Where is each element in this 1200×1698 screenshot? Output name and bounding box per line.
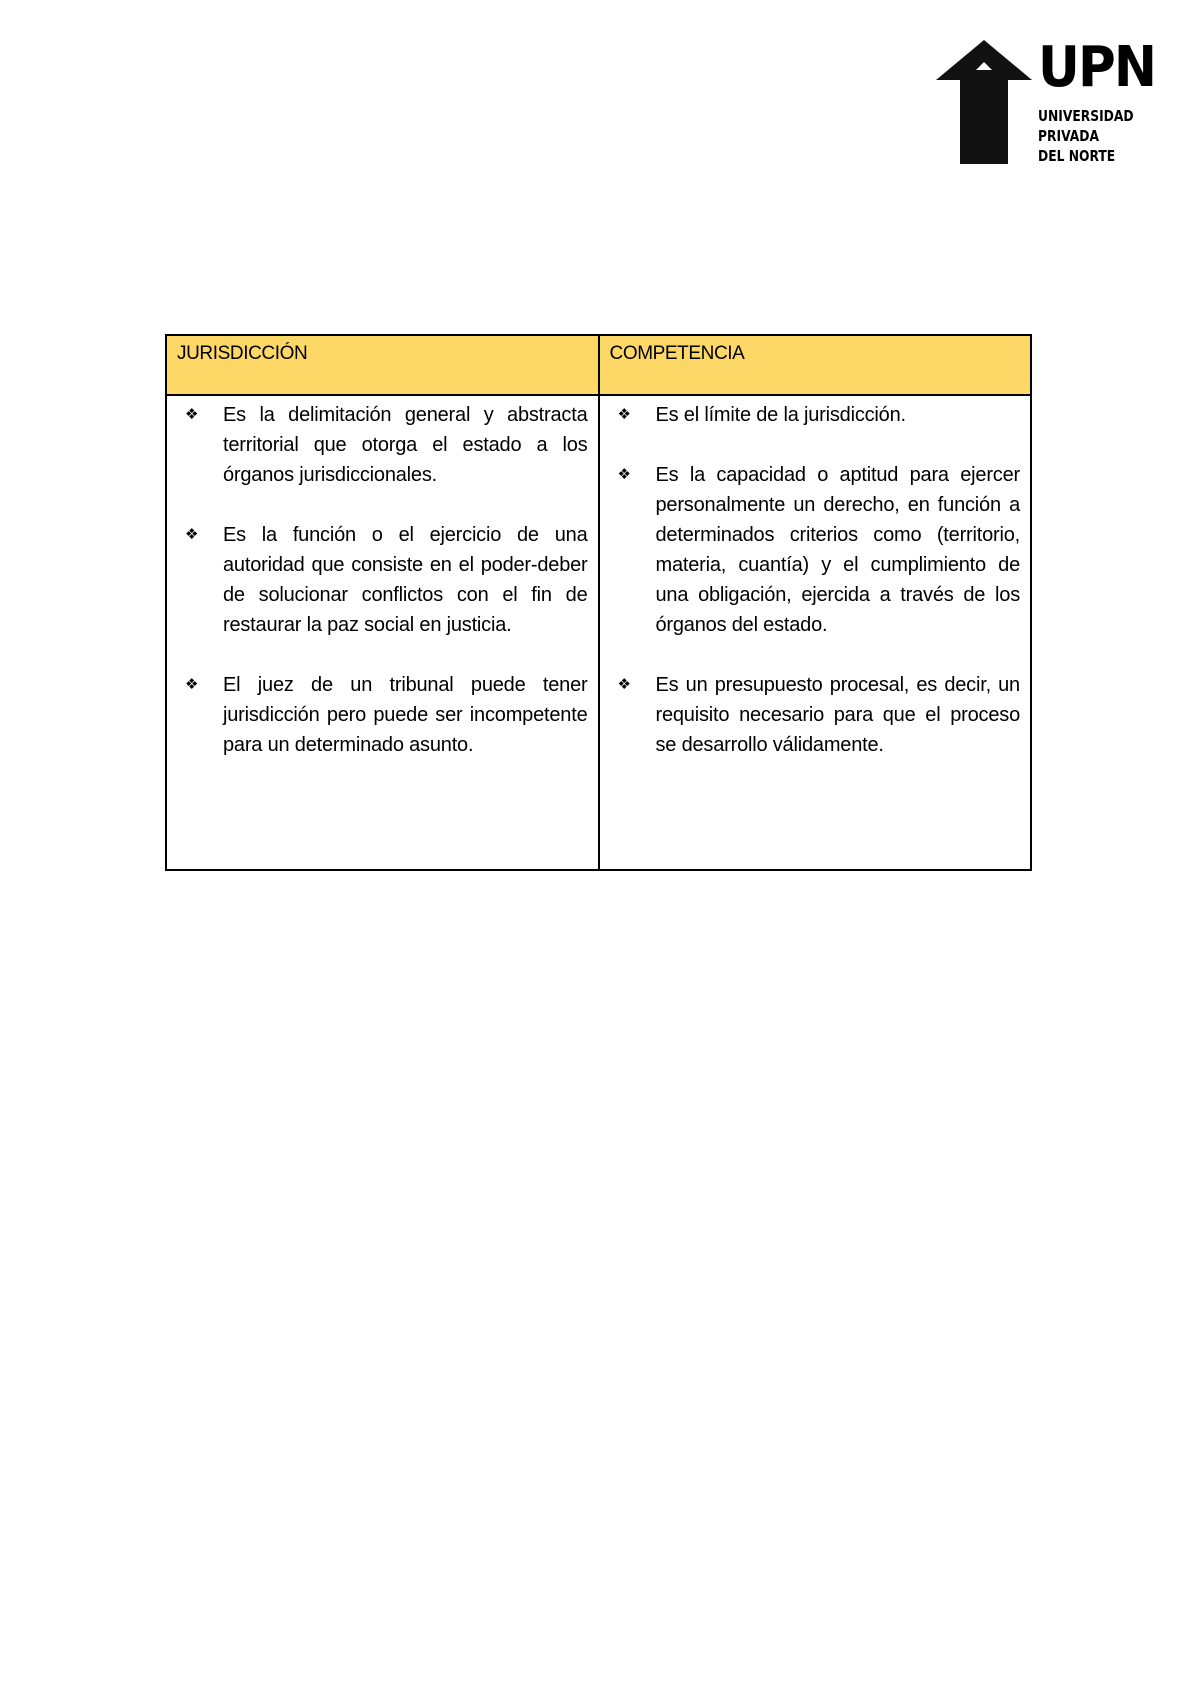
diamond-bullet-icon: ❖: [185, 526, 199, 543]
diamond-bullet-icon: ❖: [617, 676, 631, 693]
header-competencia: COMPETENCIA: [599, 335, 1032, 395]
jurisdiccion-list: [177, 400, 588, 760]
cell-competencia: [599, 395, 1032, 870]
upn-logo-text: [1038, 35, 1156, 166]
table-row: [166, 395, 1031, 870]
diamond-bullet-icon: ❖: [185, 676, 199, 693]
upn-logo: [936, 35, 1156, 165]
diamond-bullet-icon: ❖: [617, 466, 631, 483]
list-item-text: Es el límite de la jurisdicción.: [655, 404, 906, 426]
cell-jurisdiccion: [166, 395, 599, 870]
logo-line-3: DEL NORTE: [1038, 147, 1116, 165]
list-item: [177, 520, 588, 640]
header-jurisdiccion: JURISDICCIÓN: [166, 335, 599, 395]
list-item-text: Es un presupuesto procesal, es decir, un requisito necesario para que el proceso se desarrollo válidamente.: [655, 674, 1020, 756]
list-item: [177, 400, 588, 490]
list-item-text: Es la delimitación general y abstracta territorial que otorga el estado a los órganos jurisdiccionales.: [223, 404, 588, 486]
logo-upn-label: UPN: [1038, 35, 1156, 100]
comparison-table: [165, 334, 1032, 871]
upn-arrow-icon: [936, 40, 1032, 164]
competencia-list: [610, 400, 1021, 760]
list-item-text: Es la función o el ejercicio de una autoridad que consiste en el poder-deber de solucionar conflictos con el fin de restaurar la paz social en justicia.: [223, 524, 588, 636]
diamond-bullet-icon: ❖: [617, 406, 631, 423]
list-item-text: Es la capacidad o aptitud para ejercer personalmente un derecho, en función a determinados criterios como (territorio, materia, cuantía) y el cumplimiento de una obligación, ejercida a través de los órganos del estado.: [655, 464, 1020, 636]
list-item-text: El juez de un tribunal puede tener jurisdicción pero puede ser incompetente para un determinado asunto.: [223, 674, 588, 756]
diamond-bullet-icon: ❖: [185, 406, 199, 423]
list-item: [610, 460, 1021, 640]
list-item: [610, 400, 1021, 430]
list-item: [177, 670, 588, 760]
list-item: [610, 670, 1021, 760]
logo-line-2: PRIVADA: [1038, 127, 1100, 145]
logo-line-1: UNIVERSIDAD: [1038, 107, 1134, 125]
table-header-row: [166, 335, 1031, 395]
